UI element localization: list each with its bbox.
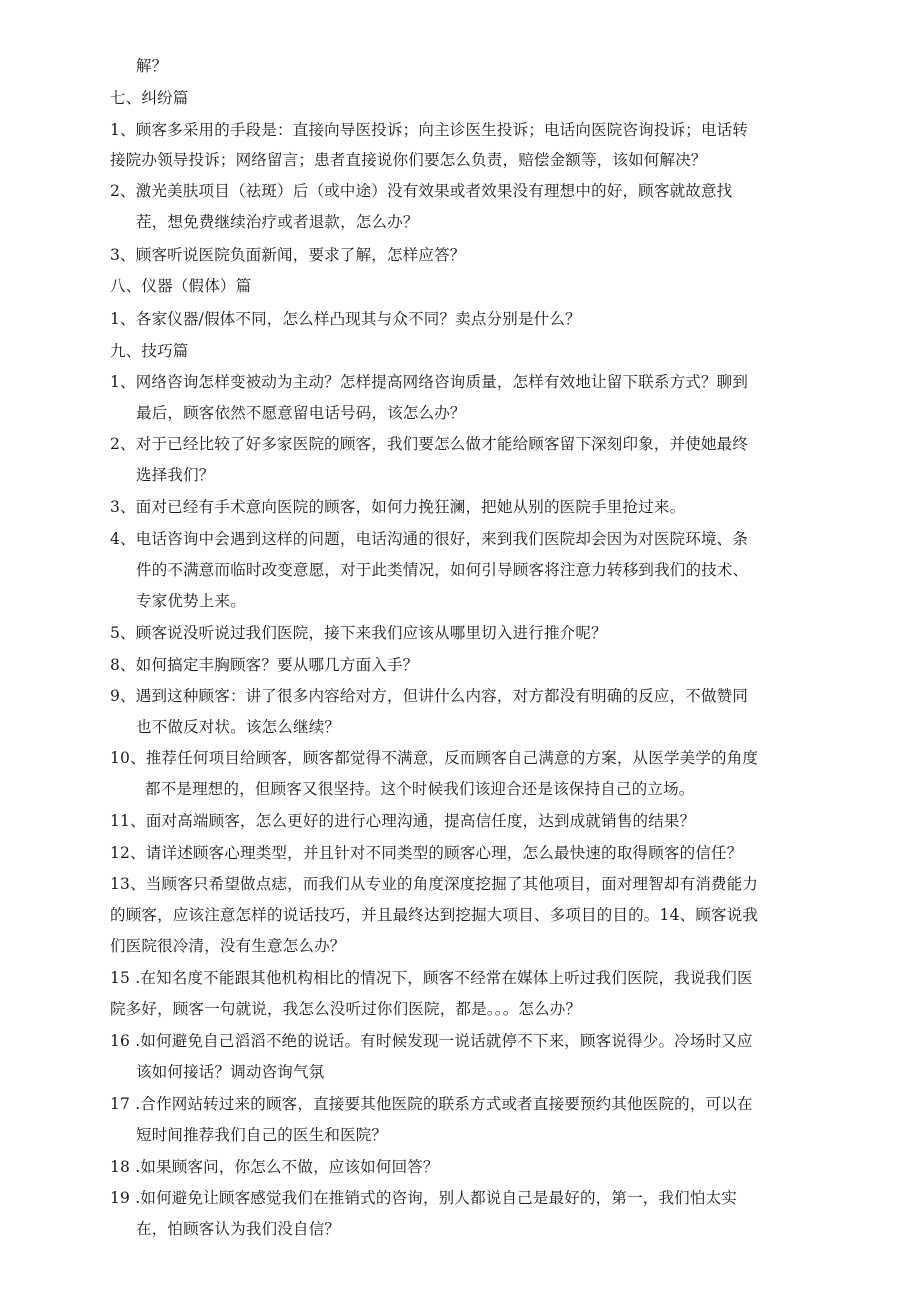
- section-heading: 八、仪器（假体）篇: [110, 277, 252, 295]
- text-line: 院多好，顾客一句就说，我怎么没听过你们医院，都是。。。怎么办？: [110, 1000, 582, 1018]
- text-line: 短时间推荐我们自己的医生和医院？: [136, 1126, 388, 1144]
- text-line: 10、推荐任何项目给顾客，顾客都觉得不满意，反而顾客自己满意的方案，从医学美学的角度: [110, 749, 759, 767]
- text-line: 专家优势上来。: [136, 592, 246, 610]
- text-line: 12、请详述顾客心理类型，并且针对不同类型的顾客心理，怎么最快速的取得顾客的信任？: [110, 844, 743, 862]
- text-line: 15 .在知名度不能跟其他机构相比的情况下，顾客不经常在媒体上听过我们医院，我说我们医: [110, 969, 753, 987]
- text-line: 3、面对已经有手术意向医院的顾客，如何力挽狂澜，把她从别的医院手里抢过来。: [110, 498, 686, 516]
- text-line: 9、遇到这种顾客：讲了很多内容给对方，但讲什么内容，对方都没有明确的反应，不做赞同: [110, 687, 749, 705]
- text-line: 5、顾客说没听说过我们医院，接下来我们应该从哪里切入进行推介呢？: [110, 624, 607, 642]
- text-line: 2、激光美肤项目（祛斑）后（或中途）没有效果或者效果没有理想中的好，顾客就故意找: [110, 182, 733, 200]
- text-line: 13、当顾客只希望做点痣，而我们从专业的角度深度挖掘了其他项目，面对理智却有消费能力: [110, 875, 759, 893]
- section-heading: 七、纠纷篇: [110, 89, 189, 107]
- text-line: 4、电话咨询中会遇到这样的问题，电话沟通的很好，来到我们医院却会因为对医院环境、条: [110, 530, 749, 548]
- text-line: 2、对于已经比较了好多家医院的顾客，我们要怎么做才能给顾客留下深刻印象，并使她最终: [110, 435, 749, 453]
- text-line: 茬，想免费继续治疗或者退款，怎么办？: [136, 213, 419, 231]
- text-line: 在，怕顾客认为我们没自信？: [136, 1220, 341, 1238]
- text-line: 19 .如何避免让顾客感觉我们在推销式的咨询，别人都说自己是最好的，第一，我们怕太实: [110, 1189, 737, 1207]
- text-line: 都不是理想的，但顾客又很坚持。这个时候我们该迎合还是该保持自己的立场。: [145, 780, 695, 798]
- text-line: 1、网络咨询怎样变被动为主动？怎样提高网络咨询质量，怎样有效地让留下联系方式？聊到: [110, 373, 749, 391]
- text-line: 18 .如果顾客问，你怎么不做，应该如何回答？: [110, 1158, 439, 1176]
- text-line: 接院办领导投诉；网络留言；患者直接说你们要怎么负责，赔偿金额等，该如何解决？: [110, 151, 707, 169]
- section-heading: 九、技巧篇: [110, 342, 189, 360]
- text-line: 最后，顾客依然不愿意留电话号码，该怎么办？: [136, 404, 466, 422]
- text-line: 16 .如何避免自己滔滔不绝的说话。有时候发现一说话就停不下来，顾客说得少。冷场时又应: [110, 1032, 753, 1050]
- text-line: 选择我们？: [136, 466, 215, 484]
- text-line: 们医院很冷清，没有生意怎么办？: [110, 937, 346, 955]
- text-line: 1、顾客多采用的手段是：直接向导医投诉；向主诊医生投诉；电话向医院咨询投诉；电话转: [110, 121, 749, 139]
- text-line: 的顾客，应该注意怎样的说话技巧，并且最终达到挖掘大项目、多项目的目的。14、顾客说我: [110, 906, 759, 924]
- text-line: 3、顾客听说医院负面新闻，要求了解，怎样应答？: [110, 246, 466, 264]
- text-line: 解？: [136, 57, 168, 75]
- text-line: 也不做反对状。该怎么继续？: [136, 718, 341, 736]
- text-line: 件的不满意而临时改变意愿，对于此类情况，如何引导顾客将注意力转移到我们的技术、: [136, 561, 749, 579]
- text-line: 8、如何搞定丰胸顾客？要从哪几方面入手？: [110, 656, 419, 674]
- text-line: 1、各家仪器/假体不同，怎么样凸现其与众不同？卖点分别是什么？: [110, 310, 581, 328]
- text-line: 该如何接话？调动咨询气氛: [136, 1063, 325, 1081]
- text-line: 17 .合作网站转过来的顾客，直接要其他医院的联系方式或者直接要预约其他医院的，可以在: [110, 1095, 753, 1113]
- text-line: 11、面对高端顾客，怎么更好的进行心理沟通，提高信任度，达到成就销售的结果？: [110, 812, 696, 830]
